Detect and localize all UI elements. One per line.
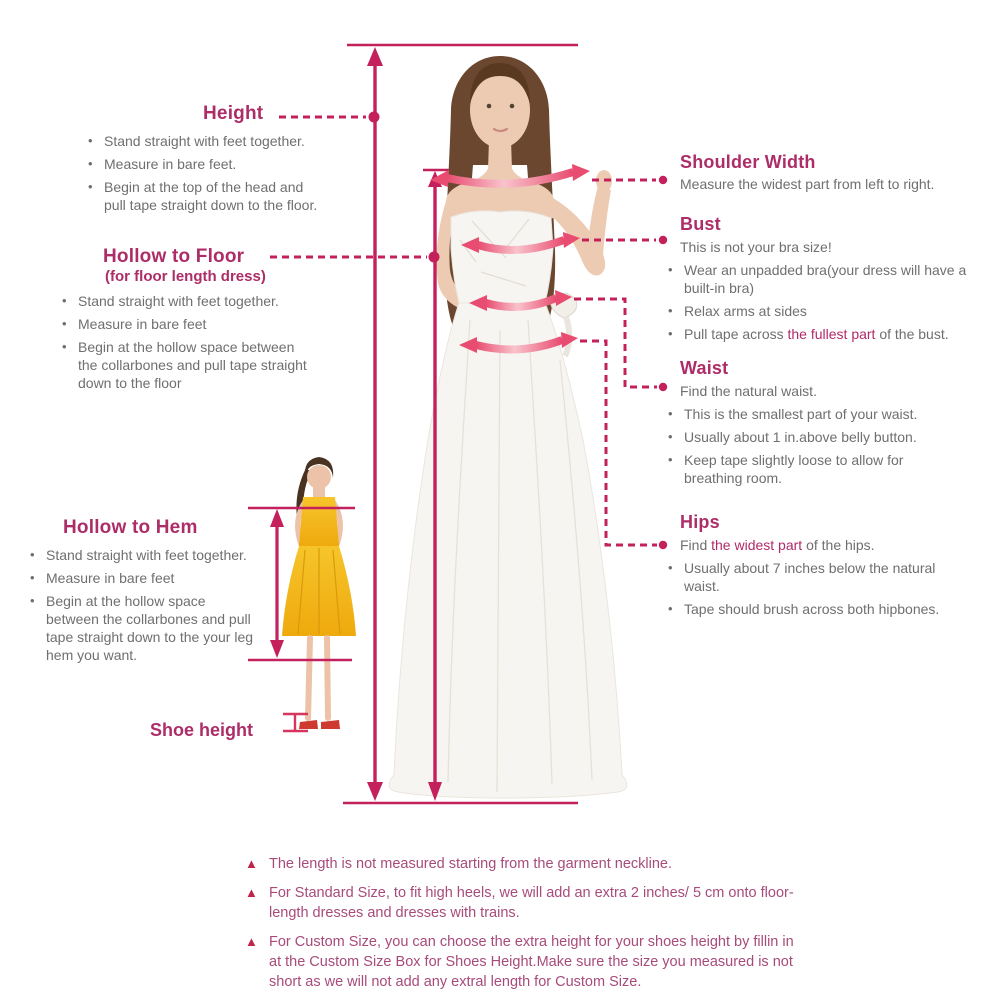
- list-item: • Wear an unpadded bra(your dress will have a built-in bra): [668, 262, 967, 296]
- section-hollow-to-hem: [30, 517, 258, 669]
- waist-connector: [574, 299, 657, 387]
- small-left-shoe: [299, 720, 318, 729]
- dress-bodice: [451, 211, 553, 303]
- bust-bullets: [668, 238, 968, 343]
- bullet-icon: •: [668, 429, 673, 444]
- bullet-icon: •: [88, 179, 93, 194]
- bullet-icon: •: [30, 593, 35, 608]
- hips-bullets: [668, 536, 956, 618]
- hollow-to-hem-title: Hollow to Hem: [63, 517, 198, 538]
- small-face: [307, 465, 331, 489]
- list-item: • Usually about 7 inches below the natural waist.: [668, 560, 936, 594]
- hem-arrow-up: [270, 509, 284, 527]
- right-eye: [510, 104, 515, 109]
- bullet-icon: •: [668, 303, 673, 318]
- list-item: • Stand straight with feet together.: [88, 133, 305, 149]
- waist-title: Waist: [680, 358, 729, 378]
- warning-triangle-icon: ▲: [245, 934, 258, 949]
- list-item: • Begin at the hollow space between the collarbones and pull tape straight down to the your leg hem you want.: [30, 593, 254, 663]
- list-item: • Stand straight with feet together.: [30, 547, 247, 563]
- bullet-icon: •: [668, 452, 673, 467]
- bullet-spacer: [668, 536, 680, 554]
- main-model-photo: [389, 56, 627, 798]
- list-item: • This is the smallest part of your waist.: [668, 406, 918, 422]
- section-height: [88, 103, 323, 219]
- list-item: • Measure in bare feet: [62, 316, 207, 332]
- list-item: • Measure in bare feet.: [88, 156, 237, 172]
- highlighted-phrase: the widest part: [711, 537, 803, 553]
- bullet-icon: •: [88, 156, 93, 171]
- hollow-to-floor-subtitle: (for floor length dress): [105, 268, 266, 285]
- bullet-icon: •: [668, 601, 673, 616]
- list-item: • Measure in bare feet: [30, 570, 175, 586]
- small-right-leg: [327, 638, 328, 718]
- list-item: Find the natural waist.: [668, 382, 940, 400]
- list-item: • Pull tape across the fullest part of the bust.: [668, 326, 949, 342]
- left-eye: [487, 104, 492, 109]
- warning-triangle-icon: ▲: [245, 885, 258, 900]
- right-arm-forearm: [586, 186, 611, 268]
- bullet-icon: •: [668, 326, 673, 341]
- shoulder-arc-arrow-right: [572, 164, 590, 181]
- hips-dot: [659, 541, 667, 549]
- height-arrow-up: [367, 47, 383, 66]
- bullet-icon: •: [30, 547, 35, 562]
- section-hollow-to-floor: [62, 246, 307, 397]
- list-item: This is not your bra size!: [668, 238, 968, 256]
- shoe-height-title: Shoe height: [150, 720, 253, 740]
- height-dot: [369, 112, 380, 123]
- list-item: Measure the widest part from left to right.: [668, 175, 978, 193]
- height-bullets: [88, 132, 323, 214]
- bullet-spacer: [668, 382, 680, 400]
- bullet-spacer: [668, 238, 680, 256]
- bullet-spacer: [668, 175, 680, 193]
- note-item: ▲ For Custom Size, you can choose the extra height for your shoes height by fillin in at the Custom Size Box for Shoes Height.Make sure the size you measured is not short as we will not add any extral length for Custom Size.: [245, 934, 794, 990]
- list-item: • Tape should brush across both hipbones.: [668, 601, 940, 617]
- list-item: • Keep tape slightly loose to allow for breathing room.: [668, 452, 904, 486]
- bullet-icon: •: [62, 316, 67, 331]
- list-item: Find the widest part of the hips.: [668, 536, 956, 554]
- note-item: ▲ For Standard Size, to fit high heels, we will add an extra 2 inches/ 5 cm onto floor-length dresses and dresses with trains.: [245, 885, 794, 921]
- hem-arrow-down: [270, 640, 284, 658]
- warning-triangle-icon: ▲: [245, 856, 258, 871]
- list-item: • Relax arms at sides: [668, 303, 807, 319]
- hollow-floor-dot: [429, 252, 440, 263]
- bullet-icon: •: [62, 293, 67, 308]
- hollow-to-floor-title: Hollow to Floor: [103, 246, 245, 267]
- shoulder-width-bullets: [668, 175, 978, 193]
- section-shoulder-width: [668, 151, 978, 198]
- bullet-icon: •: [668, 560, 673, 575]
- hips-title: Hips: [680, 512, 720, 532]
- note-item: ▲ The length is not measured starting from the garment neckline.: [245, 856, 672, 872]
- section-waist: [668, 357, 940, 492]
- bullet-icon: •: [668, 406, 673, 421]
- shoulder-dot: [659, 176, 667, 184]
- section-hips: [668, 511, 956, 623]
- list-item: • Begin at the top of the head and pull tape straight down to the floor.: [88, 179, 318, 213]
- list-item: • Usually about 1 in.above belly button.: [668, 429, 917, 445]
- footer-notes: [245, 854, 805, 1001]
- hollow-to-hem-bullets: [30, 546, 258, 664]
- height-title: Height: [203, 103, 264, 124]
- bust-dot: [659, 236, 667, 244]
- highlighted-phrase: the fullest part: [787, 326, 876, 342]
- bust-title: Bust: [680, 214, 721, 234]
- hollow-to-floor-bullets: [62, 292, 307, 392]
- small-right-shoe: [321, 720, 340, 729]
- waist-bullets: [668, 382, 940, 487]
- list-item: • Begin at the hollow space between the collarbones and pull tape straight down to the floor: [62, 339, 307, 391]
- small-left-leg: [308, 638, 310, 718]
- shoulder-width-title: Shoulder Width: [680, 152, 816, 172]
- bullet-icon: •: [62, 339, 67, 354]
- bullet-icon: •: [88, 133, 93, 148]
- list-item: • Stand straight with feet together.: [62, 293, 279, 309]
- small-dress-bodice: [299, 497, 339, 546]
- section-bust: [668, 213, 968, 348]
- bullet-icon: •: [30, 570, 35, 585]
- height-arrow-down: [367, 782, 383, 801]
- bullet-icon: •: [668, 262, 673, 277]
- small-model-photo: [282, 457, 356, 729]
- waist-dot: [659, 383, 667, 391]
- dress-skirt: [389, 303, 627, 798]
